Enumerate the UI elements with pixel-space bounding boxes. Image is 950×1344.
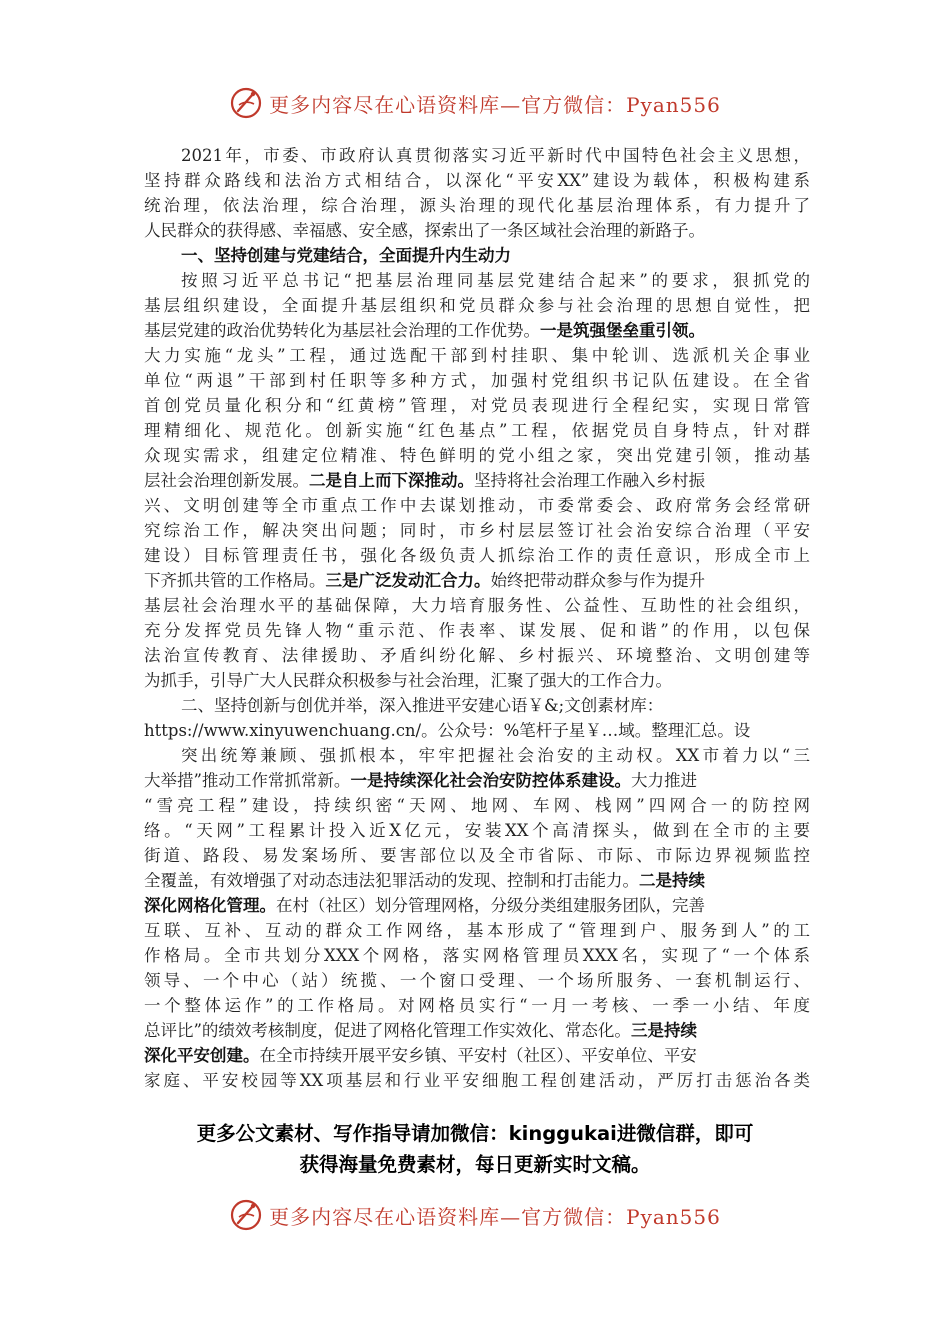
bold-keypoint: 三是持续 (630, 1021, 697, 1040)
bold-keypoint: 一是持续深化社会治安防控体系建设。 (350, 771, 631, 790)
text-run: 大力推进 (630, 771, 697, 790)
bold-keypoint: 深化平安创建。 (144, 1046, 260, 1065)
brand-logo-icon (229, 86, 263, 120)
text-run: 坚持将社会治理工作融入乡村振 (474, 471, 705, 490)
bold-keypoint: 二是持续 (639, 871, 705, 890)
footer-banner-text: 更多内容尽在心语资料库—官方微信：Pyan556 (269, 1204, 721, 1229)
paragraph-line: https://www.xinyuwenchuang.cn/。公众号：%笔杆子星￥…域。整理汇总。设 (144, 721, 751, 740)
text-run: 基层党建的政治优势转化为基层社会治理的工作优势。 (144, 321, 540, 340)
paragraph-line (144, 568, 810, 593)
paragraph-line (144, 893, 810, 918)
header-banner-inner (229, 86, 721, 120)
paragraph-line (144, 318, 810, 343)
paragraph-line (144, 868, 810, 893)
paragraph-line: 理精细化、规范化。创新实施“红色基点”工程，依据党员自身特点，针对群 (144, 421, 810, 440)
bold-keypoint: 一是筑强堡垒重引领。 (540, 321, 705, 340)
footer-banner-inner (229, 1198, 721, 1232)
bold-keypoint: 深化网格化管理。 (144, 896, 276, 915)
brand-logo-icon (229, 1198, 263, 1232)
paragraph-line: 基层组织建设，全面提升基层组织和党员群众参与社会治理的思想自觉性，把 (144, 296, 810, 315)
paragraph-line: 按照习近平总书记“把基层治理同基层党建结合起来”的要求，狠抓党的 (181, 271, 810, 290)
paragraph-line: 为抓手，引导广大人民群众积极参与社会治理，汇聚了强大的工作合力。 (144, 671, 672, 690)
text-run: 在全市持续开展平安乡镇、平安村（社区）、平安单位、平安 (259, 1046, 697, 1065)
text-run: 层社会治理创新发展。 (144, 471, 309, 490)
paragraph-line: 建设）目标管理责任书，强化各级负责人抓综治工作的责任意识，形成全市上 (144, 546, 810, 565)
header-watermark-banner (0, 83, 950, 123)
paragraph-line: 家庭、平安校园等XX项基层和行业平安细胞工程创建活动，严厉打击惩治各类 (144, 1071, 810, 1090)
paragraph-line: 作格局。全市共划分XXX个网格，落实网格管理员XXX名，实现了“一个体系 (144, 946, 810, 965)
paragraph-line: 一个整体运作”的工作格局。对网格员实行“一月一考核、一季一小结、年度 (144, 996, 810, 1015)
text-run: 大举措”推动工作常抓常新。 (144, 771, 351, 790)
paragraph-line (144, 768, 810, 793)
paragraph-line: 领导、一个中心（站）统揽、一个窗口受理、一个场所服务、一套机制运行、 (144, 971, 810, 990)
article-body (144, 143, 810, 1093)
text-run: 全覆盖，有效增强了对动态违法犯罪活动的发现、控制和打击能力。 (144, 871, 639, 890)
paragraph-line: 2021年，市委、市政府认真贯彻落实习近平新时代中国特色社会主义思想， (181, 146, 810, 165)
paragraph-line: 首创党员量化积分和“红黄榜”管理，对党员表现进行全程纪实，实现日常管 (144, 396, 810, 415)
header-banner-text: 更多内容尽在心语资料库—官方微信：Pyan556 (269, 92, 721, 117)
promo-line-2: 获得海量免费素材，每日更新实时文稿。 (299, 1153, 651, 1176)
paragraph-line (144, 468, 810, 493)
promo-line-1: 更多公文素材、写作指导请加微信：kinggukai进微信群，即可 (196, 1122, 754, 1145)
paragraph-line (144, 1018, 810, 1043)
promo-notice (100, 1118, 850, 1180)
paragraph-line: 法治宣传教育、法律援助、矛盾纠纷化解、乡村振兴、环境整治、文明创建等 (144, 646, 810, 665)
paragraph-line: 兴、文明创建等全市重点工作中去谋划推动，市委常委会、政府常务会经常研 (144, 496, 810, 515)
bold-keypoint: 三是广泛发动汇合力。 (325, 571, 491, 590)
section-heading-1: 一、坚持创建与党建结合，全面提升内生动力 (181, 246, 511, 265)
paragraph-line (144, 1043, 810, 1068)
text-run: 始终把带动群众参与作为提升 (490, 571, 705, 590)
footer-watermark-banner (0, 1195, 950, 1235)
paragraph-line: 统治理，依法治理，综合治理，源头治理的现代化基层治理体系，有力提升了 (144, 196, 810, 215)
paragraph-line: 充分发挥党员先锋人物“重示范、作表率、谋发展、促和谐”的作用，以包保 (144, 621, 810, 640)
paragraph-line: 单位“两退”干部到村任职等多种方式，加强村党组织书记队伍建设。在全省 (144, 371, 810, 390)
text-run: 总评比”的绩效考核制度，促进了网格化管理工作实效化、常态化。 (144, 1021, 631, 1040)
bold-keypoint: 二是自上而下深推动。 (309, 471, 474, 490)
section-heading-2: 二、坚持创新与创优并举，深入推进平安建心语￥&;文创素材库： (181, 696, 664, 715)
text-run: 在村（社区）划分管理网格，分级分类组建服务团队，完善 (276, 896, 705, 915)
paragraph-line: 街道、路段、易发案场所、要害部位以及全市省际、市际、市际边界视频监控 (144, 846, 810, 865)
paragraph-line: 基层社会治理水平的基础保障，大力培育服务性、公益性、互助性的社会组织， (144, 596, 810, 615)
paragraph-line: “雪亮工程”建设，持续织密“天网、地网、车网、栈网”四网合一的防控网 (144, 796, 810, 815)
paragraph-line: 众现实需求，组建定位精准、特色鲜明的党小组之家，突出党建引领，推动基 (144, 446, 810, 465)
paragraph-line: 互联、互补、互动的群众工作网络，基本形成了“管理到户、服务到人”的工 (144, 921, 810, 940)
paragraph-line: 人民群众的获得感、幸福感、安全感，探索出了一条区域社会治理的新路子。 (144, 221, 705, 240)
paragraph-line: 突出统筹兼顾、强抓根本，牢牢把握社会治安的主动权。XX市着力以“三 (181, 746, 810, 765)
paragraph-line: 络。“天网”工程累计投入近X亿元，安装XX个高清探头，做到在全市的主要 (144, 821, 810, 840)
paragraph-line: 坚持群众路线和法治方式相结合，以深化“平安XX”建设为载体，积极构建系 (144, 171, 810, 190)
paragraph-line: 究综治工作，解决突出问题；同时，市乡村层层签订社会治安综合治理（平安 (144, 521, 810, 540)
text-run: 下齐抓共管的工作格局。 (144, 571, 326, 590)
paragraph-line: 大力实施“龙头”工程，通过选配干部到村挂职、集中轮训、选派机关企事业 (144, 346, 810, 365)
